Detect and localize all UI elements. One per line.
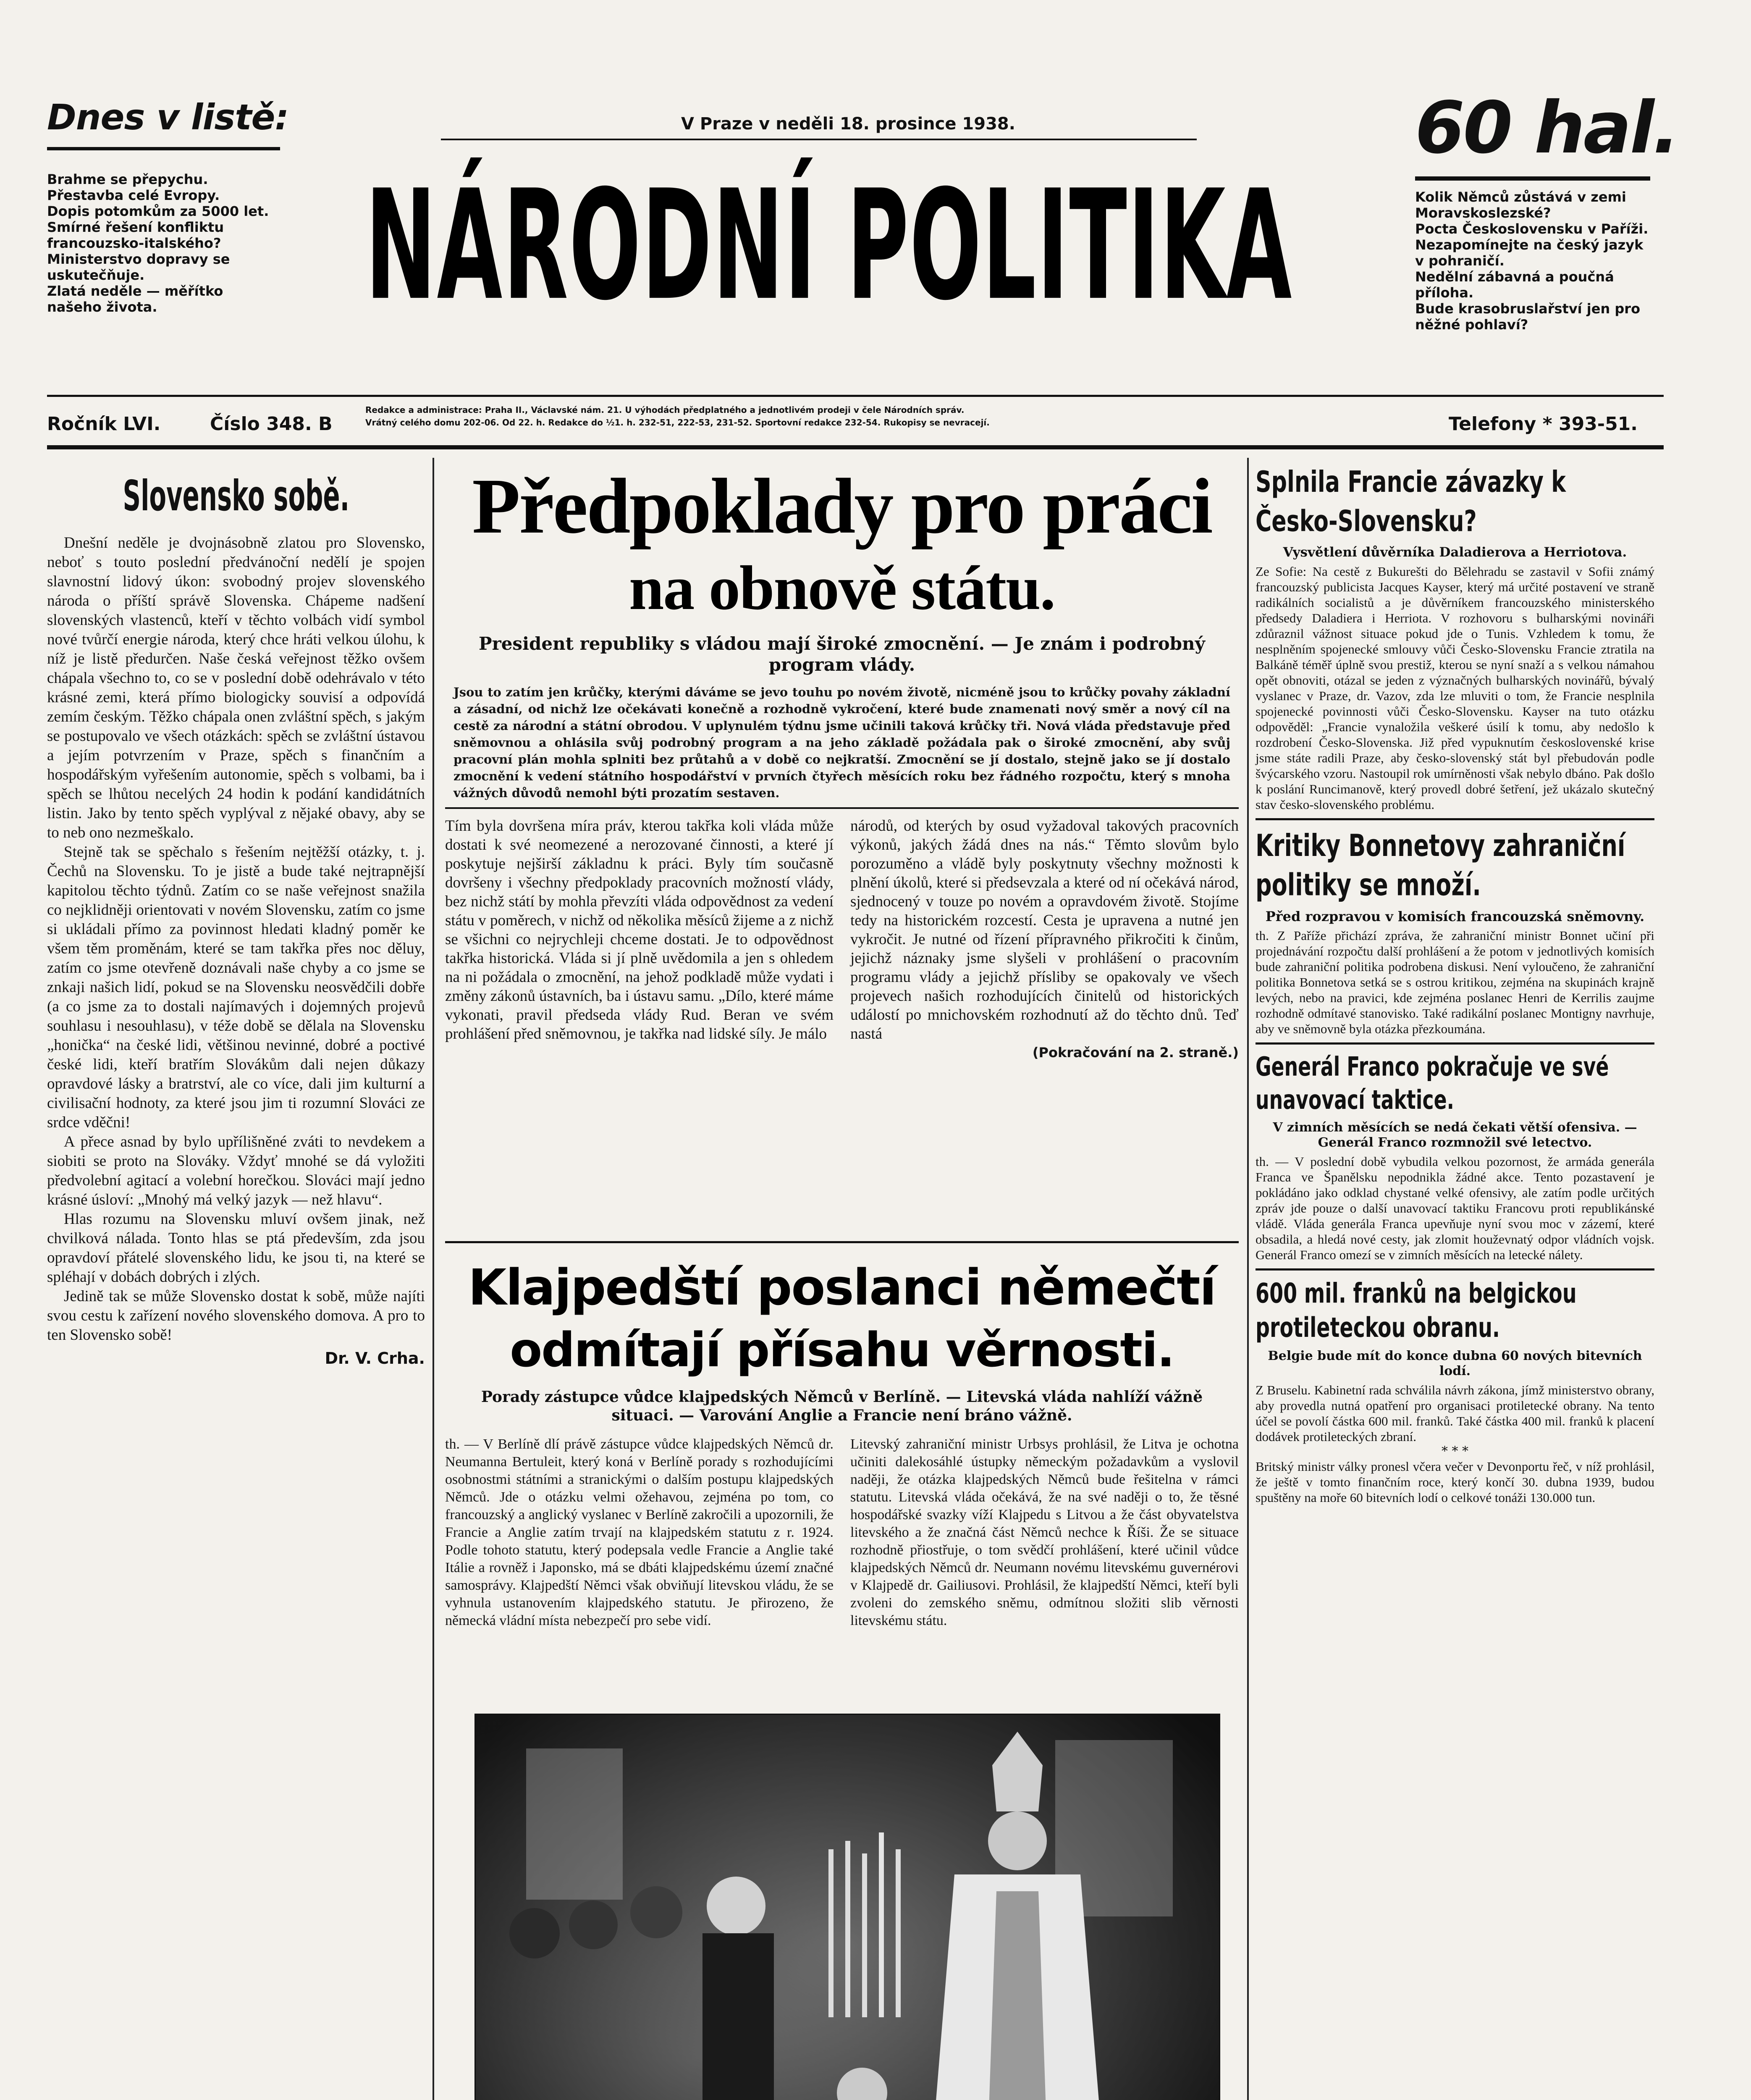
lead-body-col2: národů, od kterých by osud vyžadoval takových pracovních výkonů, jakých žádá dnes na nás.“ Těmto slovům bylo porozuměno a vládě byly poskytnuty všechny možnosti k plnění úkolů, které si předsevzala a které od ní očekává národ, sjednocený v touze po novém a opravdovém životě. Stojíme tedy na historickém rozcestí. Cesta je upravena a nutné jen vykročit. Je nutné od řízení přípravného přikročiti k činům, jejichž náznaky jsme slyšeli v prohlášení o pracovním programu vlády a jejichž přísliby se opakovaly ve všech projevech našich rozhodujících činitelů od historických událostí po mnichovském rozhodnutí až do těchto dnů. Teď nastá (Pokračování na 2. straně.) <box>850 816 1239 1062</box>
lead-headline-line1: Předpoklady pro práci <box>472 462 1212 550</box>
klajpeda-body-col2: Litevský zahraniční ministr Urbsys prohlásil, že Litva je ochotna učiniti dalekosáhlé ústupky německým požadavkům a vyslovil naději, že otázka klajpedských Němců bude řešitelna v rámci statutu. Litevská vláda očekává, že na své naději o to, že těsné hospodářské svazky víží Klajpedu s Litvou a že část obyvatelstva litevského a že značná část Němců nechce k Říši. Že se situace rozhodně přiostřuje, o tom svědčí prohlášení, které učinil vůdce klajpedských Němců dr. Neumann novému litevskému guvernérovi v Klajpedě dr. Gailiusovi. Prohlásil, že klajpedští Němci, kteří byli zvoleni do zemského sněmu, odmítnou složiti slib věrnosti litevskému státu. <box>850 1436 1239 1628</box>
klajpeda-headline-line1: Klajpedští poslanci němečtí <box>468 1258 1216 1316</box>
article-francie <box>1256 462 1654 812</box>
index-item[interactable]: Ministerstvo dopravy se uskutečňuje. <box>47 251 230 283</box>
article-belgie <box>1256 1276 1654 1505</box>
paragraph: Jedině tak se může Slovensko dostat k sobě, může najíti svou cestu k zařízení nového slovenského domova. A pro to ten Slovensko sobě! <box>47 1288 425 1344</box>
klajpeda-headline-line2: odmítají přísahu věrnosti. <box>510 1323 1174 1378</box>
left-contents-index <box>47 171 282 315</box>
article-franco <box>1256 1050 1654 1263</box>
klajpeda-body-col1: th. — V Berlíně dlí právě zástupce vůdce klajpedských Němců dr. Neumanna Bertuleit, který koná v Berlíně porady s rozhodujícími osobnostmi státními a stranickými o dalším postupu klajpedských Němců. Jde o otázku velmi ožehavou, zejména po tom, co francouzský a anglický vyslanec v Berlíně zakročili a upozornili, že Francie a Anglie zatím trvají na klajpedském statutu z r. 1924. Podle tohoto statutu, který podepsala vedle Francie a Anglie také Itálie a rovněž i Japonsko, má se dbáti klajpedskému území značné samosprávy. Klajpedští Němci však obviňují litevskou vládu, že se vyhnula ustanovením klajpedského statutu. Je přirozeno, že německá vládní místa nebezpečí pro sebe vidí. <box>445 1436 834 1628</box>
klajpeda-columns <box>445 1436 1239 1630</box>
article-title: Slovensko sobě. <box>123 471 349 521</box>
photo-scene-illustration <box>476 1715 1219 2100</box>
lead-columns <box>445 816 1239 1062</box>
lead-story <box>445 462 1239 1062</box>
article-title: Generál Franco pokračuje ve své unavovací taktice. <box>1256 1052 1609 1116</box>
article-body: th. Z Paříže přichází zpráva, že zahraniční ministr Bonnet učiní při projednávání rozpočtu další prohlášení a že potom v jednotlivých komisích bude zahraniční politika podrobena diskusi. Není vyloučeno, že zahraniční politika Bonnetova setká se s ostrou kritikou, zejména na skupinách krajně levých, nebo na pravici, kde zejména poslanec Henri de Kerrilis zaujme rozhodně odmítavé stanovisko. Také radikální poslanec Montigny navrhuje, aby ve sněmovně byla otázka přezkoumána. <box>1256 928 1654 1036</box>
klajpeda-subhead: Porady zástupce vůdce klajpedských Němců v Berlíně. — Litevská vláda nahlíží vážně situaci. — Varování Anglie a Francie není bráno vážně. <box>481 1388 1203 1424</box>
article-body <box>47 533 425 1345</box>
article-subhead: V zimních měsících se nedá čekati větší ofensiva. — Generál Franco rozmnožil své letectvo. <box>1273 1120 1637 1150</box>
newspaper-title: NÁRODNÍ POLITIKA <box>365 157 1293 334</box>
issue-number: Číslo 348. B <box>210 413 333 435</box>
index-item[interactable]: Dopis potomkům za 5000 let. <box>47 203 269 219</box>
paragraph: Stejně tak se spěchalo s řešením nejtěžší otázky, t. j. Čechů na Slovensku. To je jistě a bude také nejtrapnější kapitolou těchto týdnů. Zatím co se naše veřejnost snažila co nejklidněji orientovati v novém Slovensku, zatím co jsme si ukládali přímo za povinnost hledati kladný poměr ke všem těm proměnám, které se tam takřka přes noc děluy, zatím co jsme otevřeně doznávali naše chyby a co jsme se znkaji našich lidí, pokud se na Slovensku neosvědčili dobře (a co jsme za to dostali najímavých i dojemných projevů souhlasu i nesouhlasu), v téže době se dělala na Slovensku „honička“ na české lidi, většinou nevinné, dobré a poctivé české lidi, kteří bratřím Slovákům dali nejen důkazy opravdové lásky a bratrství, ale co více, dali jim kulturní a civilisační hodnoty, za které jsou jim ti rozumní Slováci ze srdce vděčni! <box>47 843 425 1131</box>
article-divider <box>1256 1042 1654 1045</box>
volume-number: Ročník LVI. <box>47 413 161 435</box>
article-subhead: Před rozpravou v komisích francouzská sněmovny. <box>1265 908 1645 924</box>
article-bonnet <box>1256 826 1654 1037</box>
article-body-extra: Britský ministr války pronesl včera večer v Devonportu řeč, v níž prohlásil, že ještě v tomto finančním roce, který končí 30. dubna 1939, budou spuštěny na moře 60 bitevních lodí o celkové tonáži 130.000 tun. <box>1256 1459 1654 1505</box>
article-body: Z Bruselu. Kabinetní rada schválila návrh zákona, jímž ministerstvo obrany, aby provedla nutná opatření pro organisaci protiletecké obrany. Na tento účel se povolí částka 600 mil. franků. Také částka 400 mil. franků k placení dodávek protileteckých zbraní. <box>1256 1383 1654 1444</box>
photo-presidential-oath <box>474 1714 1220 2100</box>
lead-body-col1: Tím byla dovršena míra práv, kterou takřka koli vláda může dostati k své neomezené a nerozované činnosti, a které jí poskytuje nejširší základnu k práci. Byly tím současně dovršeny i všechny předpoklady pracovních možností vlády, bez nichž státí by mohla převzíti vláda odpovědnost za vedení státu v poměrech, v nichž od několika měsíců žijeme a z nichž se všichni co nejrychleji chceme dostati. Je to odpovědnost takřka historická. Vláda si jí plně uvědomila a jen s ohledem na ni požádala o zmocnění, na jehož podkladě může vydati i změny zákonů ústavních, ba i ústavu samu. „Dílo, které máme vykonati, pravil předseda vlády Rud. Beran ve svém prohlášení před sněmovnou, je takřka nad lidské síly. Je málo <box>445 817 834 1042</box>
klajpeda-story <box>445 1256 1239 1630</box>
dnes-v-liste-label: Dnes v listě: <box>47 97 289 138</box>
article-title: Splnila Francie závazky k Česko-Slovensku? <box>1256 465 1566 538</box>
right-contents-index <box>1415 189 1650 333</box>
lead-subhead: President republiky s vládou mají široké zmocnění. — Je znám i podrobný program vlády. <box>479 633 1205 675</box>
index-item[interactable]: Zlatá neděle — měřítko našeho života. <box>47 283 223 315</box>
index-item[interactable]: Pocta Československu v Paříži. <box>1415 221 1649 237</box>
continuation-note[interactable]: (Pokračování na 2. straně.) <box>1032 1045 1239 1060</box>
price-label: 60 hal. <box>1415 87 1678 170</box>
article-slovensko-sobe <box>47 462 425 1368</box>
lead-headline-line2: na obnově státu. <box>629 553 1055 623</box>
section-ornament: * * * <box>1441 1444 1469 1459</box>
article-subhead: Vysvětlení důvěrníka Daladierova a Herriotova. <box>1283 545 1627 560</box>
administration-info-line: Redakce a administrace: Praha II., Václavské nám. 21. U výhodách předplatného a jednotlivém prodeji v čele Národních správ. <box>365 405 965 415</box>
article-title: Kritiky Bonnetovy zahraniční politiky se množí. <box>1256 828 1625 903</box>
column-divider <box>1247 458 1249 2100</box>
column-divider <box>433 458 434 2100</box>
index-item[interactable]: Brahme se přepychu. <box>47 171 208 187</box>
administration-phone-line: Vrátný celého domu 202-06. Od 22. h. Redakce do ½1. h. 232-51, 222-53, 231-52. Sportovní redakce 232-54. Rukopisy se nevracejí. <box>365 417 990 428</box>
article-body: Ze Sofie: Na cestě z Bukurešti do Bělehradu se zastavil v Sofii známý francouzský publicista Jacques Kayser, který má určité postavení ve straně radikálních socialistů a je důvěrníkem francouzského ministerského předsedy Daladiera i Herriota. V rozhovoru s bulharskými novináři zdůraznil vážnost situace pokud jde o Tunis. Vzhledem k tomu, že nesplněním spojenecké smlouvy vůči Česko-Slovensku Francie ztratila na Balkáně téměř úplně svou prestiž, kterou se nyní snaží a s velkou námahou opět obnoviti, otázal se jeden z význačných bulharských novinářů, bývalý vyslanec v Praze, dr. Vazov, zda lze mluviti o tom, že Francie nesplnila spojenecké povinnosti vůči Česko-Slovensku. Kayser na tuto otázku odpověděl: „Francie vynaložila veškeré úsilí k tomu, aby nedošlo k rozdrobení Česko-Slovenska. Již před vypuknutím československé krise jsme státe radili Praze, aby česko-slovenský stát byl přebudován podle švýcarského vzoru. Nastoupil rok umírněnosti však nebylo dbáno. Pak došlo k poslání Runcimanově, který provedl dobré šetření, jež ukázalo skutečný stav česko-slovenského problému. <box>1256 564 1654 812</box>
paragraph: Dnešní neděle je dvojnásobně zlatou pro Slovensko, neboť s touto poslední předvánoční nedělí je spojen slavnostní lidový úkon: svobodný projev slovenského národa o příští správě Slovenska. Chápeme nadšení slovenských vlastenců, kteří v těchto volbách vidí symbol nové tvůrčí energie národa, který chce hráti velkou úlohu, k níž je listě předurčen. Naše česká veřejnost těžko ovšem chápala všechno to, co se v poslední době odehrávalo v této krásné zemi, která přímo biologicky souvisí a odpovídá zemím českým. Těžko chápala onen zvláštní spěch, s jakým se postupovalo ve všech otázkách: spěch se zvláštní ústavou a jejím potvrzením v Praze, spěch s finančním a hospodářským vyřešením autonomie, spěch s volbami, ba i spěch se lhůtou necelých 24 hodin k podání kandidátních listin. Jako by tento spěch vyplýval z nějaké obavy, aby se to neb ono nezmeškalo. <box>47 534 425 841</box>
index-item[interactable]: Bude krasobruslařství jen pro něžné pohlaví? <box>1415 301 1641 333</box>
article-subhead: Belgie bude mít do konce dubna 60 nových bitevních lodí. <box>1268 1349 1642 1378</box>
index-item[interactable]: Nedělní zábavná a poučná příloha. <box>1415 269 1614 301</box>
article-divider <box>1256 1268 1654 1270</box>
index-item[interactable]: Kolik Němců zůstává v zemi Moravskoslezské? <box>1415 189 1626 221</box>
article-divider <box>1256 818 1654 820</box>
author-signature: Dr. V. Crha. <box>325 1349 425 1368</box>
lead-divider <box>445 807 1239 809</box>
telephone-number: Telefony * 393-51. <box>1449 413 1638 435</box>
masthead-left-underline <box>47 147 280 150</box>
index-item[interactable]: Nezapomínejte na český jazyk v pohraničí. <box>1415 237 1644 269</box>
index-item[interactable]: Přestavba celé Evropy. <box>47 187 220 203</box>
article-title: 600 mil. franků na belgickou protileteckou obranu. <box>1256 1277 1577 1344</box>
masthead-rule <box>47 395 1664 397</box>
price-underline <box>1415 176 1650 181</box>
right-column <box>1256 462 1654 1505</box>
index-item[interactable]: Smírné řešení konfliktu francouzsko-italského? <box>47 219 224 251</box>
story-divider <box>445 1241 1239 1243</box>
paragraph: A přece asnad by bylo upřílišněné zváti to nevdekem a siobiti se proto na Slováky. Vždyť mnohé se dá vyložiti předvolební agitací a volební horečkou. Slováci mají jedno krásné úsloví: „Mnohý má velký jazyk — než hlavu“. <box>47 1133 425 1208</box>
masthead-bottom-rule <box>47 445 1664 449</box>
date-line: V Praze v neděli 18. prosince 1938. <box>681 114 1015 134</box>
lead-intro: Jsou to zatím jen krůčky, kterými dáváme se jevo touhu po novém životě, nicméně jsou to krůčky povahy základní a zásadní, od nichž lze očekávati konečně a rozhodně vykročení, které bude znamenati nový směr a nový cíl na cestě za národní a státní obrodou. V uplynulém týdnu jsme učinili taková krůčky tři. Nová vláda představuje před sněmovnou a ohlásila svůj podrobný program a na jeho základě požádala pak o široké zmocnění, aby svůj pracovní plán mohla splniti bez průtahů a v době co nejkratší. Zmocnění se jí dostalo, stejně jako se jí dostalo zmocnění k vedení státního hospodářství v prvních čtyřech měsících roku bez řádného rozpočtu, který s mnoha vážných důvodů nemohl býti prozatím sestaven. <box>453 685 1230 800</box>
article-body: th. — V poslední době vybudila velkou pozornost, že armáda generála Franca ve Španělsku nepodnikla žádné akce. Tento pozastavení je pokládáno jako odklad chystané velké ofensivy, ale zatím podle určitých zpráv jde pouze o další unavovací taktiku Francovu proti republikánské vládě. Vláda generála Franca upevňuje nyní svou moc v zázemí, které obsadila, a hledá nové cesty, jak zlomit houževnatý odpor vládních vojsk. Generál Franco omezí se v zimních měsících na letecké nálety. <box>1256 1154 1654 1262</box>
paragraph: Hlas rozumu na Slovensku mluví ovšem jinak, než chvilková nálada. Tonto hlas se ptá především, zda jsou opravdoví přátelé slovenského lidu, ke jsou ti, na které se spléhají v dobách dobrých i zlých. <box>47 1210 425 1286</box>
